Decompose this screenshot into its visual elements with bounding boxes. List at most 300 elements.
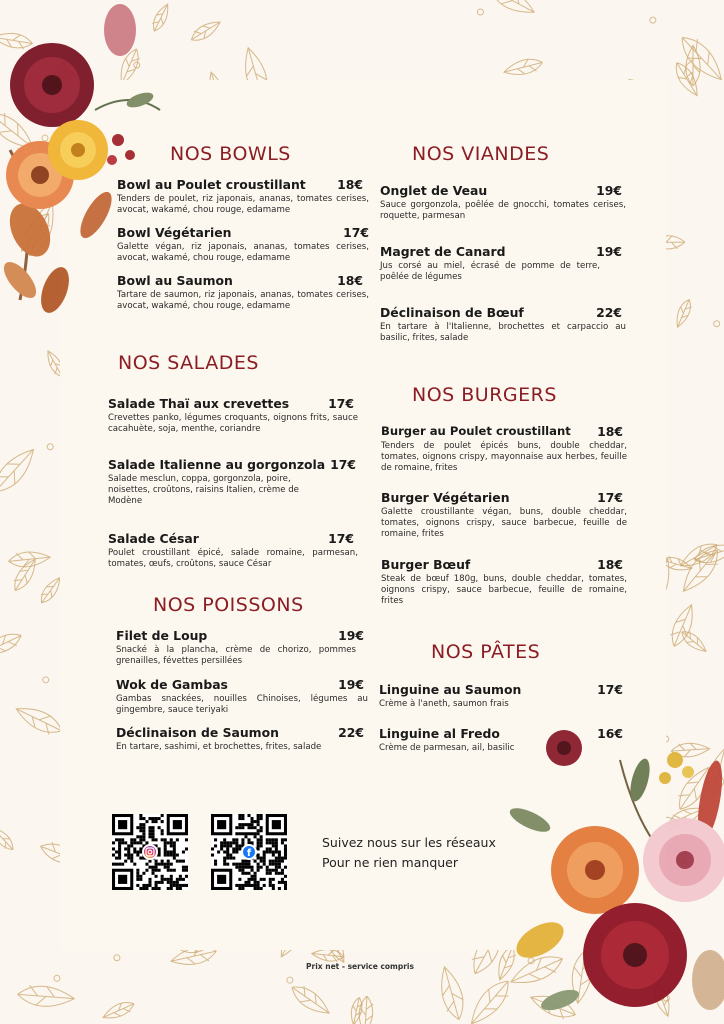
menu-item-magret-canard <box>380 244 626 283</box>
qr-module <box>164 850 167 853</box>
qr-module <box>167 887 170 890</box>
qr-module <box>161 832 164 835</box>
social-text-line-1: Suivez nous sur les réseaux <box>322 835 496 850</box>
qr-module <box>223 844 226 847</box>
leaf-outline <box>435 964 468 1022</box>
item-price: 17€ <box>328 396 354 411</box>
qr-module <box>272 838 275 841</box>
footer-price-note: Prix net - service compris <box>306 962 414 971</box>
qr-module <box>148 817 151 820</box>
qr-module <box>164 841 167 844</box>
qr-module <box>235 866 238 869</box>
qr-module <box>244 860 247 863</box>
qr-module <box>241 826 244 829</box>
qr-module <box>238 866 241 869</box>
item-price: 18€ <box>597 424 623 439</box>
qr-module <box>244 884 247 887</box>
qr-module <box>284 850 287 853</box>
qr-module <box>118 875 127 884</box>
qr-module <box>235 844 238 847</box>
qr-module <box>167 866 170 869</box>
item-description: Jus corsé au miel, écrasé de pomme de terre, poêlée de légumes <box>380 261 600 282</box>
qr-module <box>275 869 278 872</box>
item-price: 19€ <box>338 628 364 643</box>
qr-module <box>269 872 272 875</box>
qr-module <box>235 838 238 841</box>
qr-module <box>226 844 229 847</box>
qr-module <box>284 838 287 841</box>
qr-module <box>260 844 263 847</box>
qr-module <box>155 866 158 869</box>
qr-module <box>251 823 254 826</box>
qr-module <box>247 863 250 866</box>
qr-module <box>257 847 260 850</box>
item-description: Tenders de poulet, riz japonais, ananas, tomates cerises, avocat, wakamé, chou rouge, edamame <box>117 194 369 215</box>
section-title-salades: NOS SALADES <box>118 352 259 374</box>
qr-module <box>139 817 142 820</box>
qr-module <box>185 838 188 841</box>
item-name: Bowl Végétarien <box>117 225 232 240</box>
qr-module <box>158 854 161 857</box>
item-name: Salade Thaï aux crevettes <box>108 396 290 411</box>
qr-module <box>161 881 164 884</box>
menu-item-bowl-saumon <box>117 273 369 312</box>
qr-module <box>257 823 260 826</box>
qr-module <box>232 838 235 841</box>
qr-module <box>121 841 124 844</box>
menu-item-salade-italienne <box>108 457 358 507</box>
qr-module <box>139 835 142 838</box>
qr-module <box>251 866 254 869</box>
qr-module <box>136 884 139 887</box>
qr-module <box>284 881 287 884</box>
qr-module <box>238 826 241 829</box>
qr-module <box>284 844 287 847</box>
qr-module <box>145 887 148 890</box>
qr-module <box>214 838 217 841</box>
item-description: Crème à l'aneth, saumon frais <box>379 699 509 709</box>
qr-module <box>278 881 281 884</box>
qr-module <box>142 817 145 820</box>
qr-module <box>173 847 176 850</box>
qr-module <box>254 835 257 838</box>
qr-module <box>263 884 266 887</box>
qr-module <box>257 832 260 835</box>
qr-module <box>260 814 263 817</box>
qr-module <box>275 847 278 850</box>
qr-module <box>152 817 155 820</box>
qr-module <box>226 847 229 850</box>
qr-module <box>284 847 287 850</box>
menu-item-burger-vegetarien <box>381 490 627 540</box>
qr-module <box>185 866 188 869</box>
qr-module <box>158 881 161 884</box>
qr-module <box>139 823 142 826</box>
item-description: En tartare à l'Italienne, brochettes et carpaccio au basilic, frites, salade <box>380 322 626 343</box>
qr-module <box>176 884 179 887</box>
qr-module <box>247 866 250 869</box>
qr-module <box>269 841 272 844</box>
qr-module <box>217 875 226 884</box>
qr-module <box>173 881 176 884</box>
qr-module <box>182 869 185 872</box>
item-name: Salade César <box>108 531 199 546</box>
qr-module <box>226 850 229 853</box>
qr-module <box>260 860 263 863</box>
qr-module <box>127 857 130 860</box>
qr-module <box>124 854 127 857</box>
qr-module <box>235 832 238 835</box>
qr-module <box>211 847 214 850</box>
qr-module <box>263 857 266 860</box>
qr-module <box>173 884 176 887</box>
qr-module <box>257 838 260 841</box>
qr-module <box>241 841 244 844</box>
qr-module <box>272 841 275 844</box>
qr-module <box>148 826 151 829</box>
item-name: Burger au Poulet croustillant <box>381 424 571 438</box>
item-price: 19€ <box>596 183 622 198</box>
qr-module <box>173 844 176 847</box>
qr-module <box>272 878 275 881</box>
qr-module <box>260 841 263 844</box>
qr-module <box>232 863 235 866</box>
qr-module <box>247 814 250 817</box>
qr-module <box>179 878 182 881</box>
qr-module <box>161 875 164 878</box>
qr-module <box>179 860 182 863</box>
qr-module <box>241 817 244 820</box>
qr-module <box>176 881 179 884</box>
qr-module <box>281 869 284 872</box>
qr-module <box>275 838 278 841</box>
qr-module <box>235 841 238 844</box>
qr-module <box>269 863 272 866</box>
qr-module <box>164 844 167 847</box>
qr-module <box>247 872 250 875</box>
item-name: Linguine al Fredo <box>379 726 500 741</box>
qr-module <box>260 835 263 838</box>
qr-module <box>148 835 151 838</box>
item-price: 22€ <box>338 725 364 740</box>
qr-module <box>112 854 115 857</box>
qr-module <box>185 875 188 878</box>
qr-module <box>235 826 238 829</box>
qr-module <box>158 850 161 853</box>
qr-module <box>254 887 257 890</box>
qr-module <box>118 847 121 850</box>
qr-module <box>260 838 263 841</box>
qr-module <box>173 850 176 853</box>
item-description: Poulet croustillant épicé, salade romaine, parmesan, tomates, œufs, croûtons, sauce César <box>108 548 358 569</box>
qr-module <box>275 844 278 847</box>
qr-module <box>142 832 145 835</box>
qr-module <box>260 887 263 890</box>
qr-module <box>170 854 173 857</box>
qr-module <box>139 887 142 890</box>
qr-module <box>130 838 133 841</box>
item-price: 17€ <box>597 490 623 505</box>
qr-module <box>133 850 136 853</box>
qr-module <box>182 884 185 887</box>
qr-module <box>241 860 244 863</box>
leaf-outline <box>8 550 51 569</box>
qr-module <box>142 826 145 829</box>
qr-module <box>139 829 142 832</box>
qr-module <box>152 835 155 838</box>
qr-module <box>226 841 229 844</box>
qr-module <box>260 866 263 869</box>
section-title-viandes: NOS VIANDES <box>412 143 550 165</box>
item-name: Linguine au Saumon <box>379 682 522 697</box>
berry-outline <box>54 975 60 981</box>
qr-module <box>251 817 254 820</box>
qr-module <box>176 854 179 857</box>
qr-module <box>269 884 272 887</box>
qr-module <box>115 850 118 853</box>
qr-module <box>176 887 179 890</box>
qr-module <box>251 875 254 878</box>
qr-module <box>136 878 139 881</box>
qr-module <box>238 884 241 887</box>
qr-module <box>254 881 257 884</box>
qr-module <box>278 860 281 863</box>
qr-module <box>148 878 151 881</box>
qr-module <box>260 817 263 820</box>
qr-module <box>142 835 145 838</box>
qr-module <box>155 887 158 890</box>
section-title-pates: NOS PÂTES <box>431 641 541 663</box>
qr-module <box>155 869 158 872</box>
berry-outline <box>43 677 49 683</box>
qr-module <box>136 826 139 829</box>
section-title-poissons: NOS POISSONS <box>153 594 304 616</box>
qr-module <box>167 863 170 866</box>
qr-module <box>145 869 148 872</box>
qr-module <box>164 866 167 869</box>
qr-module <box>235 850 238 853</box>
qr-module <box>152 832 155 835</box>
qr-module <box>214 860 217 863</box>
berry-outline <box>47 444 53 450</box>
qr-module <box>155 863 158 866</box>
qr-module <box>152 826 155 829</box>
leaf-outline <box>686 45 700 86</box>
qr-module <box>263 878 266 881</box>
qr-module <box>226 863 229 866</box>
qr-module <box>269 860 272 863</box>
qr-code-facebook[interactable] <box>211 814 287 890</box>
qr-module <box>229 844 232 847</box>
qr-module <box>260 878 263 881</box>
qr-module <box>229 854 232 857</box>
qr-module <box>158 826 161 829</box>
qr-module <box>257 841 260 844</box>
qr-module <box>179 875 182 878</box>
qr-module <box>148 881 151 884</box>
qr-module <box>121 838 124 841</box>
leaf-outline <box>349 996 364 1024</box>
qr-module <box>241 869 244 872</box>
qr-module <box>232 857 235 860</box>
leaf-outline <box>678 628 709 656</box>
qr-module <box>136 835 139 838</box>
qr-module <box>173 857 176 860</box>
item-name: Wok de Gambas <box>116 677 228 692</box>
qr-module <box>139 878 142 881</box>
qr-module <box>158 817 161 820</box>
qr-module <box>254 860 257 863</box>
qr-module <box>266 838 269 841</box>
menu-item-salade-cesar <box>108 531 358 570</box>
berry-outline <box>477 9 483 15</box>
qr-module <box>170 881 173 884</box>
qr-module <box>142 823 145 826</box>
qr-module <box>118 838 121 841</box>
qr-module <box>257 817 260 820</box>
qr-module <box>217 820 226 829</box>
qr-module <box>281 878 284 881</box>
qr-module <box>260 826 263 829</box>
menu-item-declinaison-saumon <box>116 725 368 753</box>
qr-module <box>272 844 275 847</box>
qr-module <box>278 863 281 866</box>
qr-module <box>152 866 155 869</box>
qr-module <box>142 884 145 887</box>
menu-item-bowl-vegetarien <box>117 225 369 264</box>
qr-module <box>115 857 118 860</box>
qr-module <box>170 887 173 890</box>
qr-module <box>241 863 244 866</box>
qr-module <box>235 863 238 866</box>
section-title-burgers: NOS BURGERS <box>412 384 557 406</box>
qr-module <box>118 844 121 847</box>
qr-module <box>161 878 164 881</box>
qr-module <box>164 854 167 857</box>
menu-item-wok-gambas <box>116 677 368 716</box>
qr-module <box>278 854 281 857</box>
qr-module <box>145 884 148 887</box>
qr-module <box>251 832 254 835</box>
qr-module <box>263 863 266 866</box>
qr-module <box>263 850 266 853</box>
leaf-outline <box>10 556 41 594</box>
qr-module <box>173 854 176 857</box>
qr-module <box>136 875 139 878</box>
qr-module <box>164 863 167 866</box>
item-description: Salade mesclun, coppa, gorgonzola, poire, noisettes, croûtons, raisins Italien, crème de Modène <box>108 474 299 506</box>
leaf-outline <box>287 981 333 1020</box>
qr-module <box>275 872 278 875</box>
floral-decoration-bottom-right <box>500 720 724 1024</box>
qr-module <box>145 863 148 866</box>
qr-module <box>179 887 182 890</box>
qr-module <box>211 854 214 857</box>
qr-module <box>124 847 127 850</box>
qr-module <box>257 869 260 872</box>
qr-module <box>167 878 170 881</box>
qr-module <box>136 841 139 844</box>
qr-module <box>251 884 254 887</box>
qr-module <box>118 863 121 866</box>
item-price: 17€ <box>597 682 623 697</box>
item-name: Salade Italienne au gorgonzola <box>108 457 326 472</box>
qr-module <box>152 887 155 890</box>
menu-item-burger-poulet <box>381 424 627 474</box>
item-name: Onglet de Veau <box>380 183 488 198</box>
item-description: Snacké à la plancha, crème de chorizo, pommes grenailles, févettes persillées <box>116 645 356 666</box>
qr-module <box>241 884 244 887</box>
qr-module <box>130 844 133 847</box>
qr-module <box>170 878 173 881</box>
qr-module <box>148 866 151 869</box>
qr-module <box>278 866 281 869</box>
qr-module <box>223 850 226 853</box>
qr-module <box>142 838 145 841</box>
qr-module <box>269 869 272 872</box>
qr-module <box>170 841 173 844</box>
section-title-bowls: NOS BOWLS <box>170 143 291 165</box>
qr-module <box>118 820 127 829</box>
qr-module <box>269 878 272 881</box>
qr-module <box>284 857 287 860</box>
qr-module <box>182 860 185 863</box>
leaf-outline <box>188 17 223 45</box>
leaf-outline <box>17 984 75 1008</box>
qr-module <box>272 820 281 829</box>
qr-module <box>133 841 136 844</box>
qr-module <box>266 872 269 875</box>
qr-module <box>136 872 139 875</box>
qr-module <box>278 857 281 860</box>
qr-module <box>214 844 217 847</box>
qr-module <box>244 823 247 826</box>
qr-module <box>275 850 278 853</box>
menu-item-linguine-saumon <box>379 682 627 710</box>
qr-module <box>139 841 142 844</box>
qr-module <box>133 847 136 850</box>
qr-module <box>232 850 235 853</box>
berry-outline <box>714 321 720 327</box>
qr-module <box>112 841 115 844</box>
qr-module <box>142 887 145 890</box>
qr-module <box>269 850 272 853</box>
qr-module <box>284 875 287 878</box>
qr-module <box>139 814 142 817</box>
qr-module <box>247 878 250 881</box>
qr-module <box>238 887 241 890</box>
qr-module <box>272 869 275 872</box>
qr-module <box>148 884 151 887</box>
berry-outline <box>287 977 293 983</box>
item-price: 16€ <box>597 726 623 741</box>
item-price: 19€ <box>596 244 622 259</box>
qr-module <box>266 866 269 869</box>
berry-outline <box>650 17 656 23</box>
social-text-line-2: Pour ne rien manquer <box>322 855 459 870</box>
qr-module <box>284 887 287 890</box>
qr-module <box>127 847 130 850</box>
qr-module <box>112 863 115 866</box>
qr-code-instagram[interactable] <box>112 814 188 890</box>
qr-module <box>170 844 173 847</box>
qr-module <box>229 841 232 844</box>
leaf-outline <box>486 0 538 20</box>
qr-module <box>275 860 278 863</box>
qr-module <box>251 869 254 872</box>
leaf-outline <box>0 443 41 499</box>
qr-module <box>152 869 155 872</box>
